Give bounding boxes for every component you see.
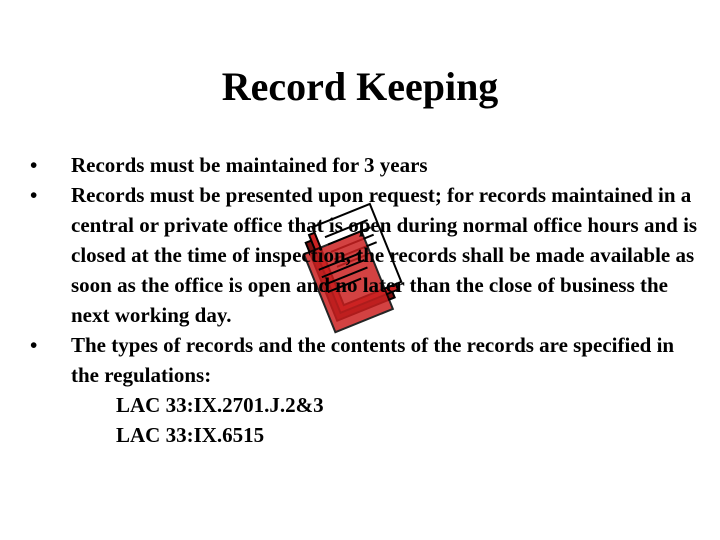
bullet-item — [28, 330, 698, 390]
regulation-reference: LAC 33:IX.2701.J.2&3 — [116, 393, 324, 417]
bullet-list — [28, 150, 698, 450]
bullet-text: The types of records and the contents of the records are specified in the regulations: — [71, 333, 675, 387]
slide-title: Record Keeping — [221, 64, 499, 109]
bullet-mark: • — [30, 153, 38, 177]
bullet-text: Records must be presented upon request; for records maintained in a central or private office that is open during normal office hours and is closed at the time of inspection, the records shall be made available as soon as the office is open and no later than the close of business the next working day. — [71, 183, 698, 327]
bullet-item — [28, 180, 698, 330]
bullet-item — [28, 150, 698, 180]
regulation-reference: LAC 33:IX.6515 — [116, 423, 265, 447]
bullet-text: Records must be maintained for 3 years — [71, 153, 428, 177]
bullet-mark: • — [30, 183, 38, 207]
bullet-mark: • — [30, 333, 38, 357]
